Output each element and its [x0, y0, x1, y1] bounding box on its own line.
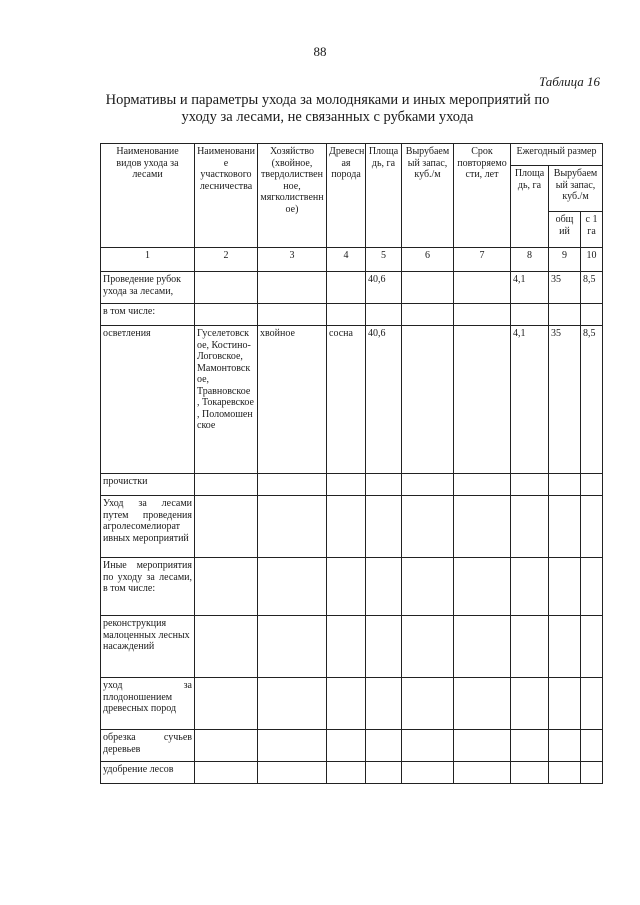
table-cell-col4 — [327, 496, 366, 558]
table-cell-col3 — [258, 730, 327, 762]
table-row — [101, 616, 603, 678]
header-area: Площа дь, га — [366, 144, 402, 248]
header-volume: Вырубаем ый запас, куб./м — [402, 144, 454, 248]
table-cell-col4 — [327, 474, 366, 496]
table-cell-col7 — [454, 304, 511, 326]
table-cell-col2 — [195, 616, 258, 678]
table-cell-col3 — [258, 558, 327, 616]
table-cell-col7 — [454, 730, 511, 762]
table-cell-col6 — [402, 678, 454, 730]
table-cell-col9 — [549, 730, 581, 762]
table-cell-col2 — [195, 762, 258, 784]
header-recurrence: Срок повторяемо сти, лет — [454, 144, 511, 248]
table-cell-col9 — [549, 616, 581, 678]
table-cell-col7 — [454, 326, 511, 474]
page-number: 88 — [313, 44, 327, 59]
table-cell-col8 — [511, 678, 549, 730]
table-cell-col5 — [366, 762, 402, 784]
table-row — [101, 304, 603, 326]
col-number: 10 — [581, 248, 603, 272]
table-cell-col5: 40,6 — [366, 272, 402, 304]
table-cell-col6 — [402, 730, 454, 762]
table-cell-col2 — [195, 496, 258, 558]
table-label: Таблица 16 — [538, 74, 600, 89]
table-cell-col9 — [549, 304, 581, 326]
table-cell-col5 — [366, 496, 402, 558]
table-cell-col5: 40,6 — [366, 326, 402, 474]
table-cell-col9 — [549, 496, 581, 558]
col-number: 7 — [454, 248, 511, 272]
table-cell-col1: Уход за лесами путем проведения агролесомелиорат ивных мероприятий — [101, 496, 195, 558]
table-cell-col5 — [366, 730, 402, 762]
table-cell-col3 — [258, 678, 327, 730]
table-cell-col3 — [258, 304, 327, 326]
table-cell-col1: уход за плодоношением древесных пород — [101, 678, 195, 730]
table-cell-col9 — [549, 474, 581, 496]
table-cell-col2 — [195, 678, 258, 730]
table-cell-col6 — [402, 616, 454, 678]
table-row — [101, 326, 603, 474]
header-economy: Хозяйство (хвойное, твердолиствен ное, мягколиственн ое) — [258, 144, 327, 248]
table-cell-col9 — [549, 762, 581, 784]
col-number: 3 — [258, 248, 327, 272]
table-cell-col10 — [581, 730, 603, 762]
table-cell-col6 — [402, 474, 454, 496]
table-cell-col2 — [195, 474, 258, 496]
header-annual-volume: Вырубаем ый запас, куб./м — [549, 166, 603, 212]
table-cell-col8 — [511, 304, 549, 326]
table-cell-col8 — [511, 496, 549, 558]
document-title: Нормативы и параметры ухода за молодняками и иных мероприятий по уходу за лесами, не связанных с рубками ухода — [105, 92, 550, 125]
table-cell-col1: осветления — [101, 326, 195, 474]
table-row — [101, 474, 603, 496]
table-cell-col2 — [195, 558, 258, 616]
table-cell-col2 — [195, 304, 258, 326]
table-cell-col7 — [454, 558, 511, 616]
table-row — [101, 762, 603, 784]
col-number: 5 — [366, 248, 402, 272]
table-cell-col5 — [366, 474, 402, 496]
header-type: Наименование видов ухода за лесами — [101, 144, 195, 248]
table-cell-col5 — [366, 558, 402, 616]
header-total: общ ий — [549, 212, 581, 248]
table-cell-col4 — [327, 678, 366, 730]
table-cell-col4 — [327, 304, 366, 326]
table-cell-col10 — [581, 678, 603, 730]
table-cell-col9: 35 — [549, 326, 581, 474]
table-cell-col8: 4,1 — [511, 326, 549, 474]
table-cell-col9 — [549, 678, 581, 730]
table-cell-col8 — [511, 474, 549, 496]
table-cell-col7 — [454, 496, 511, 558]
table-cell-col6 — [402, 558, 454, 616]
table-cell-col6 — [402, 496, 454, 558]
table-cell-col10: 8,5 — [581, 272, 603, 304]
col-number: 2 — [195, 248, 258, 272]
table-cell-col9: 35 — [549, 272, 581, 304]
table-cell-col7 — [454, 616, 511, 678]
table-cell-col4 — [327, 730, 366, 762]
table-cell-col2 — [195, 272, 258, 304]
table-cell-col1: Иные мероприятия по уходу за лесами, в том числе: — [101, 558, 195, 616]
header-annual: Ежегодный размер — [511, 144, 603, 166]
table-cell-col8: 4,1 — [511, 272, 549, 304]
header-forestry: Наименовани е участкового лесничества — [195, 144, 258, 248]
table-cell-col6 — [402, 304, 454, 326]
table-cell-col8 — [511, 616, 549, 678]
header-per-ha: с 1 га — [581, 212, 603, 248]
table-cell-col10 — [581, 762, 603, 784]
table-cell-col6 — [402, 762, 454, 784]
table-cell-col7 — [454, 678, 511, 730]
table-cell-col1: в том числе: — [101, 304, 195, 326]
table-cell-col1: Проведение рубок ухода за лесами, — [101, 272, 195, 304]
col-number: 4 — [327, 248, 366, 272]
table-cell-col10: 8,5 — [581, 326, 603, 474]
col-number: 6 — [402, 248, 454, 272]
table-cell-col3 — [258, 496, 327, 558]
table-cell-col8 — [511, 558, 549, 616]
table-cell-col8 — [511, 762, 549, 784]
table-cell-col3 — [258, 272, 327, 304]
table-cell-col3 — [258, 474, 327, 496]
table-cell-col4 — [327, 616, 366, 678]
table-cell-col3 — [258, 762, 327, 784]
col-number: 1 — [101, 248, 195, 272]
table-cell-col10 — [581, 304, 603, 326]
table-cell-col4 — [327, 558, 366, 616]
table-cell-col9 — [549, 558, 581, 616]
table-cell-col6 — [402, 272, 454, 304]
table-cell-col1: удобрение лесов — [101, 762, 195, 784]
table-cell-col8 — [511, 730, 549, 762]
table-row — [101, 558, 603, 616]
table-cell-col2 — [195, 730, 258, 762]
table-cell-col4 — [327, 272, 366, 304]
header-annual-area: Площа дь, га — [511, 166, 549, 248]
table-cell-col4: сосна — [327, 326, 366, 474]
table-cell-col1: реконструкция малоценных лесных насаждений — [101, 616, 195, 678]
table-cell-col7 — [454, 474, 511, 496]
header-species: Древесн ая порода — [327, 144, 366, 248]
col-number: 8 — [511, 248, 549, 272]
table-cell-col10 — [581, 558, 603, 616]
table-row — [101, 730, 603, 762]
table-cell-col10 — [581, 616, 603, 678]
table-body — [101, 272, 603, 784]
norms-table — [100, 143, 603, 784]
table-cell-col10 — [581, 474, 603, 496]
table-cell-col5 — [366, 678, 402, 730]
table-cell-col7 — [454, 762, 511, 784]
table-cell-col5 — [366, 616, 402, 678]
table-row — [101, 272, 603, 304]
table-cell-col5 — [366, 304, 402, 326]
table-cell-col10 — [581, 496, 603, 558]
table-cell-col2: Гуселетовск ое, Костино-Логовское, Мамонтовск ое, Травновское , Токаревское , Поломошен ское — [195, 326, 258, 474]
col-number: 9 — [549, 248, 581, 272]
table-cell-col4 — [327, 762, 366, 784]
table-cell-col1: прочистки — [101, 474, 195, 496]
table-cell-col7 — [454, 272, 511, 304]
table-cell-col6 — [402, 326, 454, 474]
table-row — [101, 496, 603, 558]
column-numbers-row — [101, 248, 603, 272]
table-cell-col3 — [258, 616, 327, 678]
table-cell-col3: хвойное — [258, 326, 327, 474]
table-cell-col1: обрезка сучьев деревьев — [101, 730, 195, 762]
table-row — [101, 678, 603, 730]
